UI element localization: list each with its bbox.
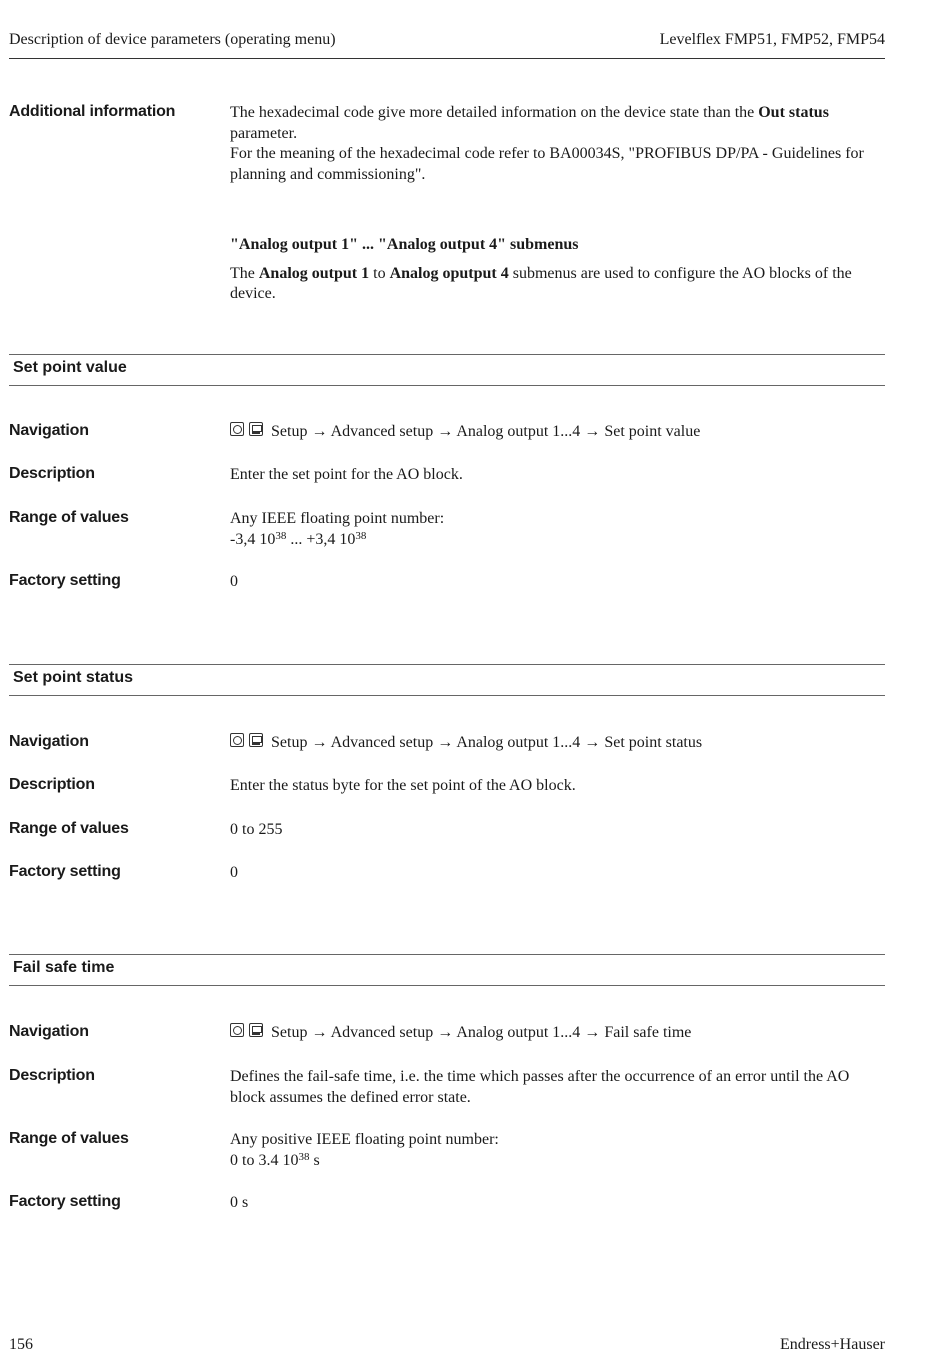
factory-label: Factory setting [9, 863, 121, 880]
page-footer [9, 1336, 885, 1354]
additional-information-text: The hexadecimal code give more detailed information on the device state than the Out status parameter. For the meaning of the hexadecimal code refer to BA00034S, "PROFIBUS DP/PA - Guidelines for planning and commissioning". [230, 104, 864, 183]
header-title: Description of device parameters (operating menu) [9, 31, 336, 48]
section-fail-safe-time [9, 954, 885, 986]
description-label: Description [9, 465, 95, 482]
submenu-description: The Analog output 1 to Analog oputput 4 submenus are used to configure the AO blocks of the device. [230, 264, 852, 302]
factory-label: Factory setting [9, 572, 121, 589]
document-page: Description of device parameters (operating menu) Levelflex FMP51, FMP52, FMP54 Additional information The hexadecimal code give more detailed information on the device state than the Out status parameter. For the meaning of the hexadecimal code refer to BA00034S, "PROFIBUS DP/PA - Guidelines for planning and commissioning". "Analog output 1" ... "Analog output 4" submenus The Analog output 1 to Analog oputput 4 submenus are used to configure the AO blocks of the device. Set point value Navigation Setup → Advanced setup → Analog output 1...4 → Set point value Description Enter the set point for the AO block. Range of values Any IEEE floating point number: -3,4 $10^{38}$ ... +3,4 $10^{38}$ Factory setting 0 Set point status Navigation Setup → Advanced setup → Analog output 1...4 → Set point status Description Enter the status byte for the set point of the AO block. Range of values 0 to 255 Factory setting 0 Fail safe time Navigation Setup → Advanced setup → Analog output 1...4 → Fail safe time Description Defines the fail-safe time, i.e. the time which passes after the occurrence of an error until the AO block assumes the defined error state. Range of values Any positive IEEE floating point number: 0 to 3.4 $10^{38}$ s Factory setting 0 s 156 Endress+Hauser [9, 31, 885, 1353]
operate-icon [230, 1023, 244, 1037]
navigation-path: Setup → Advanced setup → Analog output 1...4 → [271, 423, 605, 440]
navigation-path: Setup → Advanced setup → Analog output 1...4 → [271, 1024, 605, 1041]
description-text: Enter the set point for the AO block. [230, 466, 463, 483]
range-text: Any positive IEEE floating point number: 0 to 3.4 $10^{38}$ s [230, 1131, 499, 1169]
factory-value: 0 [230, 864, 238, 881]
factory-value: 0 s [230, 1194, 249, 1211]
range-text: 0 to 255 [230, 821, 283, 838]
section-set-point-status [9, 664, 885, 696]
section-title: Fail safe time [13, 959, 115, 976]
section-title: Set point value [13, 359, 127, 376]
section-set-point-value [9, 354, 885, 386]
navigation-path: Setup → Advanced setup → Analog output 1...4 → [271, 734, 605, 751]
factory-label: Factory setting [9, 1193, 121, 1210]
operate-icon [230, 733, 244, 747]
brand-name: Endress+Hauser [780, 1336, 885, 1353]
header-product: Levelflex FMP51, FMP52, FMP54 [659, 31, 885, 48]
page-number: 156 [9, 1336, 33, 1353]
range-text: Any IEEE floating point number: -3,4 $10^{38}$ ... +3,4 $10^{38}$ [230, 510, 445, 548]
additional-information-label: Additional information [9, 103, 176, 120]
display-icon [249, 1023, 263, 1037]
factory-value: 0 [230, 573, 238, 590]
page-header [9, 31, 885, 49]
submenu-heading: "Analog output 1" ... "Analog output 4" submenus [230, 236, 579, 253]
display-icon [249, 422, 263, 436]
range-label: Range of values [9, 509, 129, 526]
range-label: Range of values [9, 1130, 129, 1147]
description-text: Defines the fail-safe time, i.e. the time which passes after the occurrence of an error until the AO block assumes the defined error state. [230, 1068, 850, 1106]
header-divider [9, 58, 885, 59]
range-label: Range of values [9, 820, 129, 837]
description-label: Description [9, 776, 95, 793]
operate-icon [230, 422, 244, 436]
navigation-label: Navigation [9, 733, 89, 750]
description-label: Description [9, 1067, 95, 1084]
display-icon [249, 733, 263, 747]
description-text: Enter the status byte for the set point of the AO block. [230, 777, 576, 794]
section-title: Set point status [13, 669, 134, 686]
navigation-label: Navigation [9, 422, 89, 439]
navigation-label: Navigation [9, 1023, 89, 1040]
